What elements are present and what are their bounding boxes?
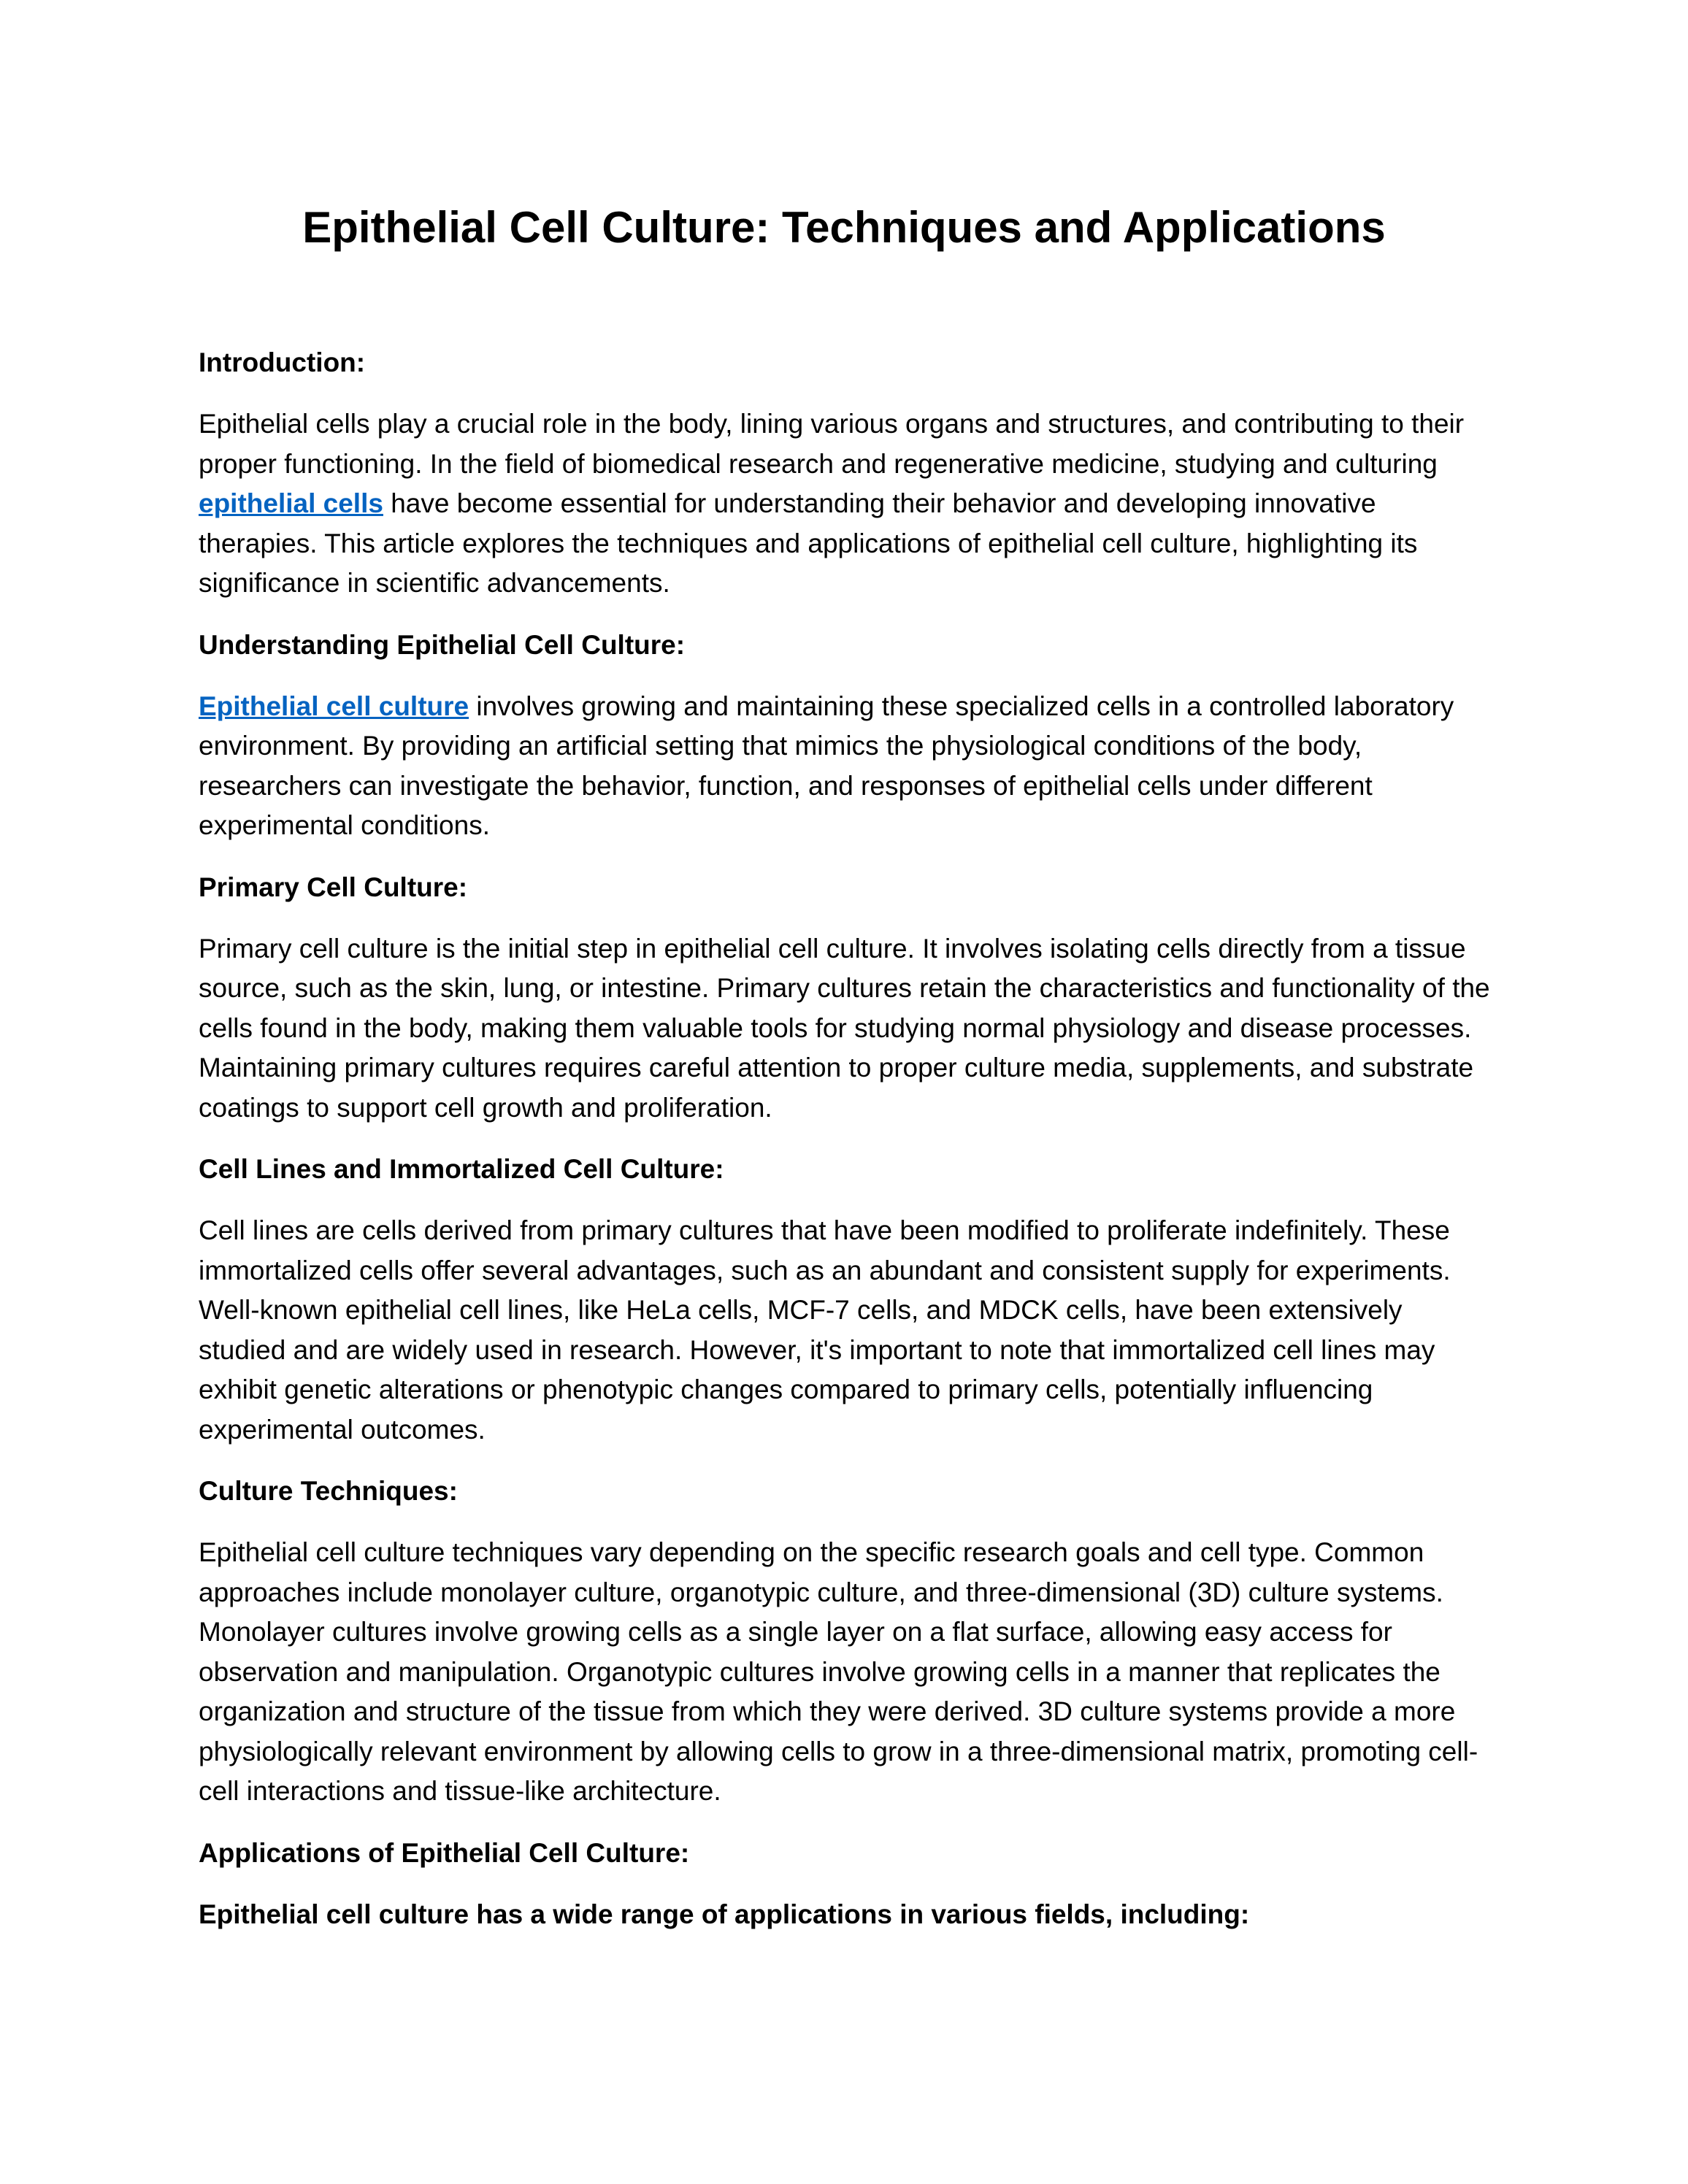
section-heading-applications: Applications of Epithelial Cell Culture: — [199, 1837, 690, 1868]
paragraph-cell-lines: Cell lines are cells derived from primary cultures that have been modified to proliferate indefinitely. These immortalized cells offer several advantages, such as an abundant and consistent supply for experiments. Well-known epithelial cell lines, like HeLa cells, MCF-7 cells, and MDCK cells, have been extensively studied and are widely used in research. However, it's important to note that immortalized cell lines may exhibit genetic alterations or phenotypic changes compared to primary cells, potentially influencing experimental outcomes. — [199, 1215, 1451, 1445]
document-body — [199, 343, 1491, 1934]
paragraph-understanding — [199, 687, 1491, 846]
paragraph-introduction — [199, 404, 1491, 604]
section-heading-introduction: Introduction: — [199, 347, 366, 377]
section-heading-understanding: Understanding Epithelial Cell Culture: — [199, 629, 686, 660]
link-epithelial-cells[interactable]: epithelial cells — [199, 488, 383, 518]
paragraph-culture-techniques: Epithelial cell culture techniques vary depending on the specific research goals and cell type. Common approaches include monolayer culture, organotypic culture, and three-dimensional (3D) culture systems. Monolayer cultures involve growing cells as a single layer on a flat surface, allowing easy access for observation and manipulation. Organotypic cultures involve growing cells in a manner that replicates the organization and structure of the tissue from which they were derived. 3D culture systems provide a more physiologically relevant environment by allowing cells to grow in a three-dimensional matrix, promoting cell-cell interactions and tissue-like architecture. — [199, 1537, 1478, 1806]
document-title: Epithelial Cell Culture: Techniques and Applications — [302, 203, 1386, 252]
paragraph-primary-culture: Primary cell culture is the initial step in epithelial cell culture. It involves isolating cells directly from a tissue source, such as the skin, lung, or intestine. Primary cultures retain the characteristics and functionality of the cells found in the body, making them valuable tools for studying normal physiology and disease processes. Maintaining primary cultures requires careful attention to proper culture media, supplements, and substrate coatings to support cell growth and proliferation. — [199, 933, 1490, 1123]
section-heading-primary-culture: Primary Cell Culture: — [199, 872, 468, 902]
paragraph-text: have become essential for understanding their behavior and developing innovative therapies. This article explores the techniques and applications of epithelial cell culture, highlighting its significance in scientific advancements. — [199, 488, 1418, 598]
link-epithelial-cell-culture[interactable]: Epithelial cell culture — [199, 691, 469, 721]
section-heading-culture-techniques: Culture Techniques: — [199, 1476, 458, 1506]
paragraph-text: Epithelial cells play a crucial role in the body, lining various organs and structures, and contributing to their proper functioning. In the field of biomedical research and regenerative medicine, studying and culturing — [199, 409, 1465, 479]
section-heading-cell-lines: Cell Lines and Immortalized Cell Culture: — [199, 1154, 724, 1184]
applications-lead-text: Epithelial cell culture has a wide range of applications in various fields, including: — [199, 1899, 1250, 1929]
paragraph-text: involves growing and maintaining these specialized cells in a controlled laboratory environment. By providing an artificial setting that mimics the physiological conditions of the body, researchers can investigate the behavior, function, and responses of epithelial cells under different experimental conditions. — [199, 691, 1454, 840]
